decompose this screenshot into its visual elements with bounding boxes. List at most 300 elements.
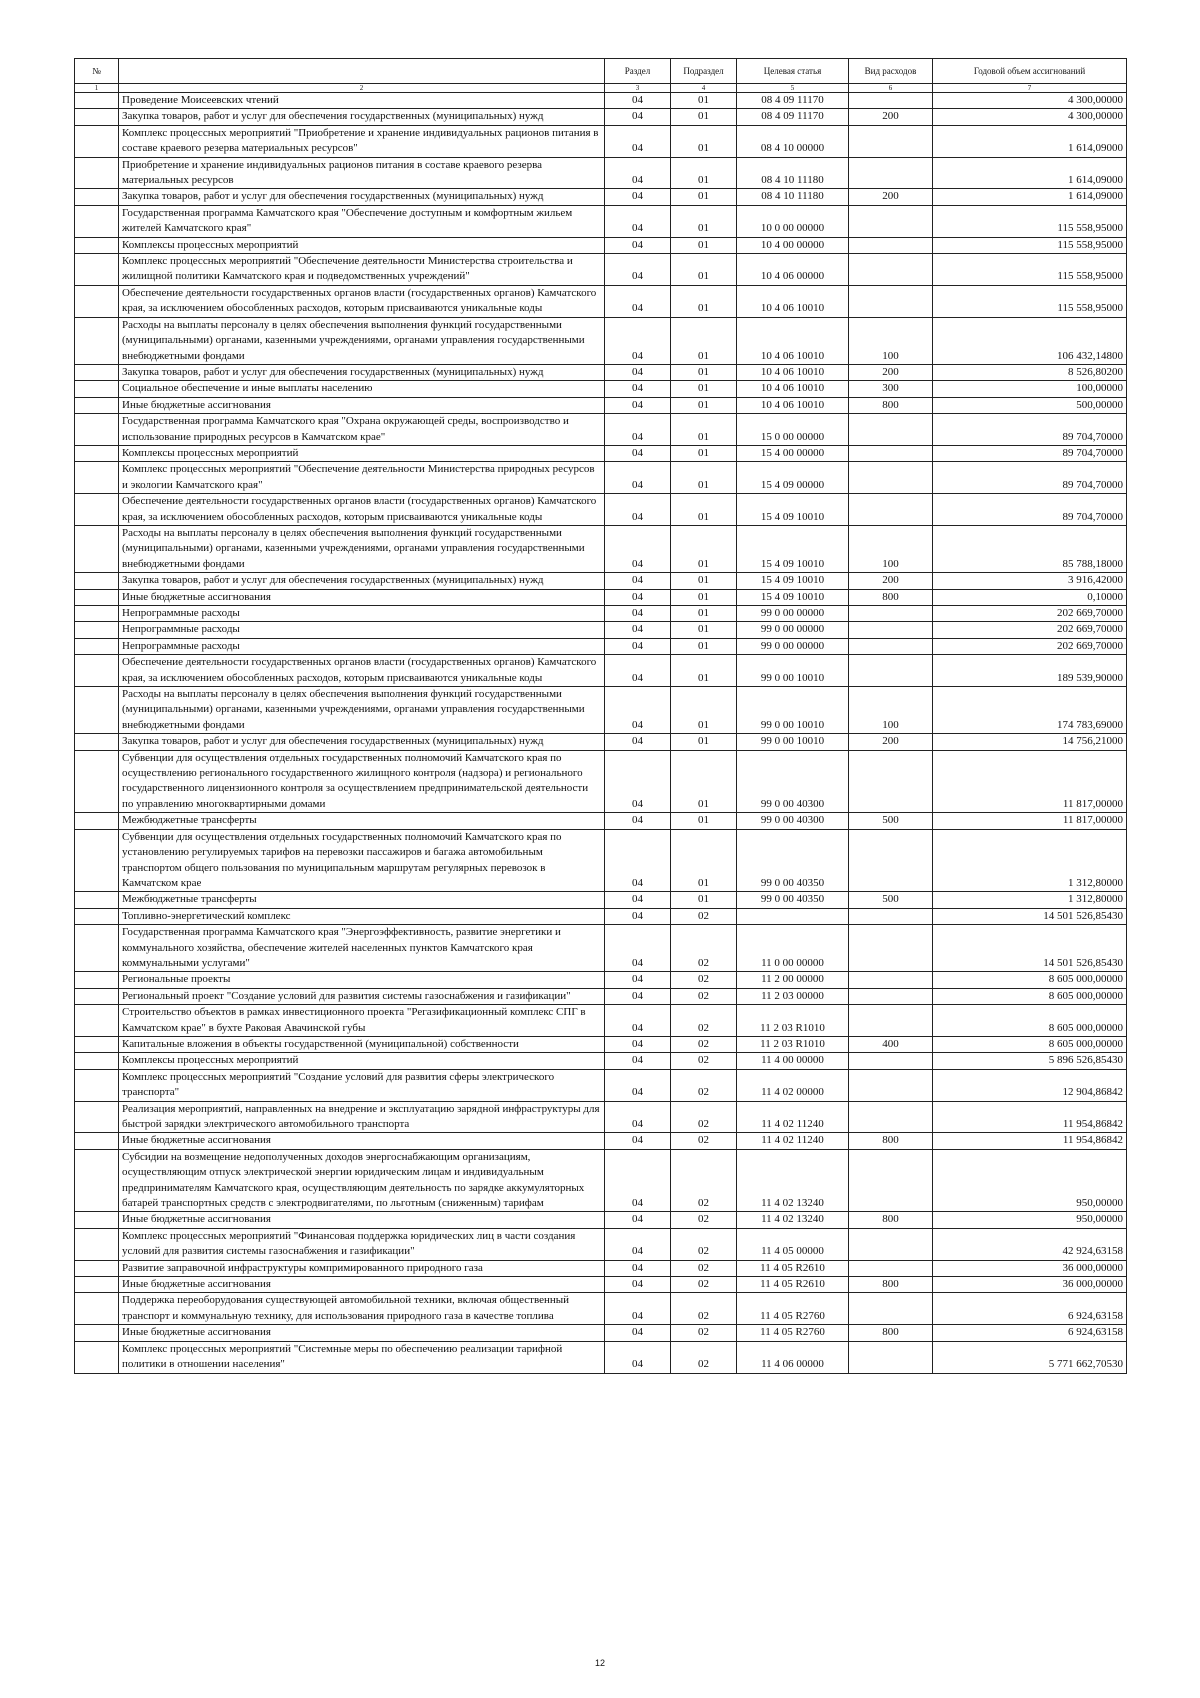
row-name-cell: Непрограммные расходы xyxy=(119,622,605,638)
row-number-cell xyxy=(75,1212,119,1228)
table-row xyxy=(75,1293,1127,1325)
row-subsection-cell: 01 xyxy=(671,589,737,605)
row-amount-cell: 11 954,86842 xyxy=(933,1133,1127,1149)
row-number-cell xyxy=(75,1293,119,1325)
row-expense-type-cell xyxy=(849,125,933,157)
row-number-cell xyxy=(75,1228,119,1260)
row-amount-cell: 12 904,86842 xyxy=(933,1069,1127,1101)
row-target-article-cell: 11 4 02 13240 xyxy=(737,1149,849,1212)
row-number-cell xyxy=(75,317,119,364)
col-header-expense-type: Вид расходов xyxy=(849,59,933,84)
row-expense-type-cell xyxy=(849,622,933,638)
row-expense-type-cell xyxy=(849,655,933,687)
row-name-cell: Государственная программа Камчатского края "Обеспечение доступным и комфортным жильем жителей Камчатского края" xyxy=(119,205,605,237)
row-amount-cell: 3 916,42000 xyxy=(933,573,1127,589)
row-name-cell: Закупка товаров, работ и услуг для обеспечения государственных (муниципальных) нужд xyxy=(119,573,605,589)
row-section-cell: 04 xyxy=(605,1149,671,1212)
row-amount-cell: 1 312,80000 xyxy=(933,892,1127,908)
table-row xyxy=(75,1341,1127,1373)
row-target-article-cell xyxy=(737,908,849,924)
row-target-article-cell: 99 0 00 40300 xyxy=(737,750,849,813)
row-name-cell: Развитие заправочной инфраструктуры компримированного природного газа xyxy=(119,1260,605,1276)
row-name-cell: Социальное обеспечение и иные выплаты населению xyxy=(119,381,605,397)
row-target-article-cell: 11 4 02 11240 xyxy=(737,1133,849,1149)
row-expense-type-cell xyxy=(849,445,933,461)
table-row xyxy=(75,525,1127,572)
row-target-article-cell: 08 4 10 11180 xyxy=(737,189,849,205)
row-target-article-cell: 99 0 00 00000 xyxy=(737,622,849,638)
row-number-cell xyxy=(75,655,119,687)
budget-document xyxy=(74,58,1126,1374)
row-number-cell xyxy=(75,381,119,397)
row-name-cell: Комплекс процессных мероприятий "Обеспечение деятельности Министерства строительства и жилищной политики Камчатского края и подведомственных учреждений" xyxy=(119,254,605,286)
row-target-article-cell: 11 4 05 R2760 xyxy=(737,1293,849,1325)
table-row xyxy=(75,414,1127,446)
row-amount-cell: 36 000,00000 xyxy=(933,1277,1127,1293)
row-expense-type-cell: 500 xyxy=(849,892,933,908)
table-row xyxy=(75,189,1127,205)
table-row xyxy=(75,829,1127,892)
table-row xyxy=(75,1101,1127,1133)
row-subsection-cell: 02 xyxy=(671,1277,737,1293)
row-section-cell: 04 xyxy=(605,1293,671,1325)
row-section-cell: 04 xyxy=(605,829,671,892)
row-subsection-cell: 01 xyxy=(671,606,737,622)
row-section-cell: 04 xyxy=(605,1325,671,1341)
row-name-cell: Комплексы процессных мероприятий xyxy=(119,237,605,253)
row-amount-cell: 8 605 000,00000 xyxy=(933,1036,1127,1052)
row-section-cell: 04 xyxy=(605,364,671,380)
row-subsection-cell: 02 xyxy=(671,1133,737,1149)
row-expense-type-cell xyxy=(849,908,933,924)
row-target-article-cell: 99 0 00 40350 xyxy=(737,892,849,908)
row-name-cell: Комплексы процессных мероприятий xyxy=(119,1053,605,1069)
row-amount-cell: 189 539,90000 xyxy=(933,655,1127,687)
row-name-cell: Региональный проект "Создание условий для развития системы газоснабжения и газификации" xyxy=(119,988,605,1004)
row-number-cell xyxy=(75,237,119,253)
row-name-cell: Проведение Моисеевских чтений xyxy=(119,93,605,109)
table-row xyxy=(75,157,1127,189)
row-name-cell: Обеспечение деятельности государственных органов власти (государственных органов) Камчатского края, за исключением обособленных расходов, которым присваиваются уникальные коды xyxy=(119,494,605,526)
table-row xyxy=(75,1228,1127,1260)
row-number-cell xyxy=(75,925,119,972)
row-name-cell: Закупка товаров, работ и услуг для обеспечения государственных (муниципальных) нужд xyxy=(119,109,605,125)
row-amount-cell: 14 756,21000 xyxy=(933,734,1127,750)
row-number-cell xyxy=(75,494,119,526)
row-subsection-cell: 02 xyxy=(671,925,737,972)
table-row xyxy=(75,908,1127,924)
row-subsection-cell: 01 xyxy=(671,237,737,253)
row-amount-cell: 14 501 526,85430 xyxy=(933,908,1127,924)
row-expense-type-cell: 800 xyxy=(849,1133,933,1149)
row-amount-cell: 202 669,70000 xyxy=(933,622,1127,638)
row-target-article-cell: 99 0 00 00000 xyxy=(737,638,849,654)
row-number-cell xyxy=(75,1277,119,1293)
row-expense-type-cell: 200 xyxy=(849,109,933,125)
row-section-cell: 04 xyxy=(605,1260,671,1276)
row-number-cell xyxy=(75,364,119,380)
row-name-cell: Субвенции для осуществления отдельных государственных полномочий Камчатского края по установлению регулируемых тарифов на перевозки пассажиров и багажа автомобильным транспортом общего пользования по муниципальным маршрутам регулярных перевозок в Камчатском крае xyxy=(119,829,605,892)
row-amount-cell: 8 526,80200 xyxy=(933,364,1127,380)
col-number: 7 xyxy=(933,84,1127,93)
row-target-article-cell: 99 0 00 40350 xyxy=(737,829,849,892)
row-target-article-cell: 99 0 00 40300 xyxy=(737,813,849,829)
col-header-target-article: Целевая статья xyxy=(737,59,849,84)
table-row xyxy=(75,1212,1127,1228)
row-expense-type-cell xyxy=(849,1149,933,1212)
col-header-annual-volume: Годовой объем ассигнований xyxy=(933,59,1127,84)
row-expense-type-cell: 100 xyxy=(849,317,933,364)
table-row xyxy=(75,462,1127,494)
row-target-article-cell: 10 4 06 10010 xyxy=(737,381,849,397)
row-section-cell: 04 xyxy=(605,1053,671,1069)
table-row xyxy=(75,750,1127,813)
row-expense-type-cell: 300 xyxy=(849,381,933,397)
row-number-cell xyxy=(75,892,119,908)
row-section-cell: 04 xyxy=(605,734,671,750)
row-amount-cell: 115 558,95000 xyxy=(933,254,1127,286)
row-number-cell xyxy=(75,687,119,734)
row-target-article-cell: 11 4 00 00000 xyxy=(737,1053,849,1069)
row-expense-type-cell xyxy=(849,1053,933,1069)
row-name-cell: Обеспечение деятельности государственных органов власти (государственных органов) Камчатского края, за исключением обособленных расходов, которым присваиваются уникальные коды xyxy=(119,655,605,687)
row-name-cell: Закупка товаров, работ и услуг для обеспечения государственных (муниципальных) нужд xyxy=(119,364,605,380)
row-number-cell xyxy=(75,750,119,813)
row-name-cell: Расходы на выплаты персоналу в целях обеспечения выполнения функций государственными (муниципальными) органами, казенными учреждениями, органами управления государственными внебюджетными фондами xyxy=(119,317,605,364)
row-section-cell: 04 xyxy=(605,892,671,908)
table-row xyxy=(75,364,1127,380)
row-name-cell: Приобретение и хранение индивидуальных рационов питания в составе краевого резерва материальных ресурсов xyxy=(119,157,605,189)
row-target-article-cell: 11 2 03 R1010 xyxy=(737,1036,849,1052)
row-name-cell: Строительство объектов в рамках инвестиционного проекта "Регазификационный комплекс СПГ в Камчатском крае" в бухте Раковая Авачинской губы xyxy=(119,1005,605,1037)
row-expense-type-cell: 800 xyxy=(849,397,933,413)
row-section-cell: 04 xyxy=(605,589,671,605)
row-subsection-cell: 01 xyxy=(671,622,737,638)
row-subsection-cell: 01 xyxy=(671,655,737,687)
row-amount-cell: 202 669,70000 xyxy=(933,638,1127,654)
row-section-cell: 04 xyxy=(605,317,671,364)
row-expense-type-cell xyxy=(849,93,933,109)
row-target-article-cell: 15 4 09 10010 xyxy=(737,589,849,605)
row-amount-cell: 14 501 526,85430 xyxy=(933,925,1127,972)
row-name-cell: Иные бюджетные ассигнования xyxy=(119,1212,605,1228)
header-row xyxy=(75,59,1127,84)
table-row xyxy=(75,638,1127,654)
row-amount-cell: 8 605 000,00000 xyxy=(933,1005,1127,1037)
row-amount-cell: 5 896 526,85430 xyxy=(933,1053,1127,1069)
row-amount-cell: 8 605 000,00000 xyxy=(933,972,1127,988)
row-expense-type-cell: 800 xyxy=(849,589,933,605)
row-subsection-cell: 01 xyxy=(671,157,737,189)
row-subsection-cell: 01 xyxy=(671,750,737,813)
row-number-cell xyxy=(75,589,119,605)
row-name-cell: Иные бюджетные ассигнования xyxy=(119,1277,605,1293)
row-amount-cell: 89 704,70000 xyxy=(933,414,1127,446)
row-expense-type-cell xyxy=(849,254,933,286)
row-expense-type-cell xyxy=(849,494,933,526)
row-section-cell: 04 xyxy=(605,494,671,526)
table-row xyxy=(75,622,1127,638)
table-row xyxy=(75,988,1127,1004)
row-target-article-cell: 11 4 02 11240 xyxy=(737,1101,849,1133)
row-subsection-cell: 01 xyxy=(671,125,737,157)
row-amount-cell: 950,00000 xyxy=(933,1149,1127,1212)
row-name-cell: Межбюджетные трансферты xyxy=(119,813,605,829)
row-subsection-cell: 02 xyxy=(671,1325,737,1341)
row-expense-type-cell xyxy=(849,414,933,446)
row-number-cell xyxy=(75,414,119,446)
budget-table xyxy=(74,58,1127,1374)
table-row xyxy=(75,93,1127,109)
table-row xyxy=(75,494,1127,526)
row-subsection-cell: 01 xyxy=(671,189,737,205)
row-target-article-cell: 10 4 06 00000 xyxy=(737,254,849,286)
row-subsection-cell: 01 xyxy=(671,494,737,526)
row-number-cell xyxy=(75,462,119,494)
row-target-article-cell: 08 4 09 11170 xyxy=(737,93,849,109)
row-expense-type-cell xyxy=(849,925,933,972)
row-amount-cell: 36 000,00000 xyxy=(933,1260,1127,1276)
row-amount-cell: 42 924,63158 xyxy=(933,1228,1127,1260)
row-target-article-cell: 11 2 03 R1010 xyxy=(737,1005,849,1037)
row-subsection-cell: 01 xyxy=(671,205,737,237)
table-row xyxy=(75,397,1127,413)
row-number-cell xyxy=(75,397,119,413)
row-section-cell: 04 xyxy=(605,750,671,813)
row-number-cell xyxy=(75,829,119,892)
row-number-cell xyxy=(75,972,119,988)
row-number-cell xyxy=(75,908,119,924)
row-section-cell: 04 xyxy=(605,285,671,317)
row-target-article-cell: 08 4 09 11170 xyxy=(737,109,849,125)
row-target-article-cell: 08 4 10 11180 xyxy=(737,157,849,189)
row-amount-cell: 115 558,95000 xyxy=(933,285,1127,317)
col-header-section: Раздел xyxy=(605,59,671,84)
row-amount-cell: 1 614,09000 xyxy=(933,125,1127,157)
row-number-cell xyxy=(75,1036,119,1052)
row-amount-cell: 11 817,00000 xyxy=(933,813,1127,829)
row-subsection-cell: 02 xyxy=(671,1228,737,1260)
row-amount-cell: 5 771 662,70530 xyxy=(933,1341,1127,1373)
row-target-article-cell: 10 4 06 10010 xyxy=(737,317,849,364)
row-section-cell: 04 xyxy=(605,397,671,413)
row-name-cell: Комплекс процессных мероприятий "Приобретение и хранение индивидуальных рационов питания в составе краевого резерва материальных ресурсов" xyxy=(119,125,605,157)
row-number-cell xyxy=(75,525,119,572)
row-target-article-cell: 15 4 09 10010 xyxy=(737,573,849,589)
row-name-cell: Закупка товаров, работ и услуг для обеспечения государственных (муниципальных) нужд xyxy=(119,734,605,750)
row-name-cell: Реализация мероприятий, направленных на внедрение и эксплуатацию зарядной инфраструктуры для быстрой зарядки электрического автомобильного транспорта xyxy=(119,1101,605,1133)
col-number: 2 xyxy=(119,84,605,93)
row-subsection-cell: 02 xyxy=(671,988,737,1004)
row-expense-type-cell: 800 xyxy=(849,1212,933,1228)
row-number-cell xyxy=(75,285,119,317)
row-target-article-cell: 11 2 03 00000 xyxy=(737,988,849,1004)
row-subsection-cell: 02 xyxy=(671,1341,737,1373)
row-number-cell xyxy=(75,205,119,237)
row-expense-type-cell xyxy=(849,157,933,189)
row-target-article-cell: 15 4 09 00000 xyxy=(737,462,849,494)
row-section-cell: 04 xyxy=(605,1133,671,1149)
row-amount-cell: 106 432,14800 xyxy=(933,317,1127,364)
row-target-article-cell: 11 4 05 R2610 xyxy=(737,1277,849,1293)
row-expense-type-cell xyxy=(849,1005,933,1037)
row-expense-type-cell: 800 xyxy=(849,1277,933,1293)
row-name-cell: Государственная программа Камчатского края "Охрана окружающей среды, воспроизводство и использование природных ресурсов в Камчатском крае" xyxy=(119,414,605,446)
row-expense-type-cell xyxy=(849,1293,933,1325)
row-section-cell: 04 xyxy=(605,157,671,189)
row-section-cell: 04 xyxy=(605,622,671,638)
row-subsection-cell: 01 xyxy=(671,525,737,572)
row-expense-type-cell xyxy=(849,1101,933,1133)
table-row xyxy=(75,285,1127,317)
row-subsection-cell: 01 xyxy=(671,813,737,829)
row-number-cell xyxy=(75,1325,119,1341)
row-subsection-cell: 01 xyxy=(671,381,737,397)
row-subsection-cell: 01 xyxy=(671,734,737,750)
table-row xyxy=(75,125,1127,157)
table-row xyxy=(75,1277,1127,1293)
row-amount-cell: 115 558,95000 xyxy=(933,205,1127,237)
row-section-cell: 04 xyxy=(605,462,671,494)
row-target-article-cell: 99 0 00 00000 xyxy=(737,606,849,622)
row-name-cell: Закупка товаров, работ и услуг для обеспечения государственных (муниципальных) нужд xyxy=(119,189,605,205)
row-subsection-cell: 01 xyxy=(671,414,737,446)
table-row xyxy=(75,925,1127,972)
row-subsection-cell: 01 xyxy=(671,892,737,908)
row-number-cell xyxy=(75,254,119,286)
row-expense-type-cell xyxy=(849,1260,933,1276)
row-expense-type-cell xyxy=(849,1228,933,1260)
row-number-cell xyxy=(75,1069,119,1101)
row-section-cell: 04 xyxy=(605,655,671,687)
table-row xyxy=(75,606,1127,622)
row-expense-type-cell: 200 xyxy=(849,189,933,205)
row-subsection-cell: 01 xyxy=(671,397,737,413)
table-body xyxy=(75,93,1127,1374)
row-number-cell xyxy=(75,573,119,589)
row-subsection-cell: 01 xyxy=(671,445,737,461)
row-target-article-cell: 11 4 02 00000 xyxy=(737,1069,849,1101)
table-row xyxy=(75,813,1127,829)
row-name-cell: Комплекс процессных мероприятий "Системные меры по обеспечению реализации тарифной политики в отношении населения" xyxy=(119,1341,605,1373)
row-name-cell: Поддержка переоборудования существующей автомобильной техники, включая общественный транспорт и коммунальную технику, для использования природного газа в качестве топлива xyxy=(119,1293,605,1325)
row-amount-cell: 0,10000 xyxy=(933,589,1127,605)
table-row xyxy=(75,589,1127,605)
row-number-cell xyxy=(75,1149,119,1212)
row-name-cell: Расходы на выплаты персоналу в целях обеспечения выполнения функций государственными (муниципальными) органами, казенными учреждениями, органами управления государственными внебюджетными фондами xyxy=(119,687,605,734)
row-name-cell: Субсидии на возмещение недополученных доходов энергоснабжающим организациям, осуществляющим отпуск электрической энергии юридическим лицам и индивидуальным предпринимателям Камчатского края, осуществляющим деятельность по зарядке аккумуляторных батарей транспортных средств с электродвигателями, по льготным (сниженным) тарифам xyxy=(119,1149,605,1212)
row-section-cell: 04 xyxy=(605,1341,671,1373)
row-amount-cell: 4 300,00000 xyxy=(933,93,1127,109)
table-row xyxy=(75,254,1127,286)
row-target-article-cell: 15 0 00 00000 xyxy=(737,414,849,446)
table-row xyxy=(75,1260,1127,1276)
row-subsection-cell: 01 xyxy=(671,109,737,125)
row-number-cell xyxy=(75,1101,119,1133)
row-expense-type-cell xyxy=(849,1069,933,1101)
row-amount-cell: 11 954,86842 xyxy=(933,1101,1127,1133)
row-section-cell: 04 xyxy=(605,237,671,253)
row-amount-cell: 89 704,70000 xyxy=(933,445,1127,461)
row-amount-cell: 115 558,95000 xyxy=(933,237,1127,253)
row-subsection-cell: 02 xyxy=(671,972,737,988)
row-expense-type-cell: 200 xyxy=(849,573,933,589)
table-row xyxy=(75,1325,1127,1341)
row-number-cell xyxy=(75,1053,119,1069)
row-name-cell: Иные бюджетные ассигнования xyxy=(119,1325,605,1341)
row-amount-cell: 1 614,09000 xyxy=(933,189,1127,205)
row-target-article-cell: 99 0 00 10010 xyxy=(737,734,849,750)
row-target-article-cell: 11 0 00 00000 xyxy=(737,925,849,972)
col-number: 1 xyxy=(75,84,119,93)
row-number-cell xyxy=(75,622,119,638)
row-section-cell: 04 xyxy=(605,525,671,572)
table-row xyxy=(75,687,1127,734)
row-subsection-cell: 01 xyxy=(671,285,737,317)
row-target-article-cell: 10 4 00 00000 xyxy=(737,237,849,253)
row-number-cell xyxy=(75,1133,119,1149)
row-target-article-cell: 11 4 05 R2610 xyxy=(737,1260,849,1276)
row-name-cell: Обеспечение деятельности государственных органов власти (государственных органов) Камчатского края, за исключением обособленных расходов, которым присваиваются уникальные коды xyxy=(119,285,605,317)
row-section-cell: 04 xyxy=(605,1228,671,1260)
row-expense-type-cell xyxy=(849,638,933,654)
row-subsection-cell: 01 xyxy=(671,93,737,109)
row-amount-cell: 1 312,80000 xyxy=(933,829,1127,892)
row-target-article-cell: 15 4 09 10010 xyxy=(737,494,849,526)
row-subsection-cell: 01 xyxy=(671,638,737,654)
row-amount-cell: 1 614,09000 xyxy=(933,157,1127,189)
row-section-cell: 04 xyxy=(605,445,671,461)
table-row xyxy=(75,972,1127,988)
row-target-article-cell: 11 4 05 R2760 xyxy=(737,1325,849,1341)
row-number-cell xyxy=(75,189,119,205)
table-row xyxy=(75,237,1127,253)
row-number-cell xyxy=(75,606,119,622)
row-subsection-cell: 02 xyxy=(671,1212,737,1228)
row-name-cell: Иные бюджетные ассигнования xyxy=(119,1133,605,1149)
row-subsection-cell: 02 xyxy=(671,1101,737,1133)
row-subsection-cell: 02 xyxy=(671,1005,737,1037)
row-amount-cell: 500,00000 xyxy=(933,397,1127,413)
row-section-cell: 04 xyxy=(605,205,671,237)
row-name-cell: Межбюджетные трансферты xyxy=(119,892,605,908)
row-expense-type-cell xyxy=(849,829,933,892)
table-row xyxy=(75,1036,1127,1052)
row-section-cell: 04 xyxy=(605,813,671,829)
table-row xyxy=(75,445,1127,461)
table-row xyxy=(75,1053,1127,1069)
row-number-cell xyxy=(75,1260,119,1276)
table-row xyxy=(75,381,1127,397)
table-row xyxy=(75,1005,1127,1037)
row-amount-cell: 11 817,00000 xyxy=(933,750,1127,813)
row-name-cell: Комплекс процессных мероприятий "Обеспечение деятельности Министерства природных ресурсов и экологии Камчатского края" xyxy=(119,462,605,494)
row-target-article-cell: 10 4 06 10010 xyxy=(737,364,849,380)
row-section-cell: 04 xyxy=(605,638,671,654)
row-subsection-cell: 02 xyxy=(671,1293,737,1325)
page-number: 12 xyxy=(594,1658,605,1668)
table-row xyxy=(75,655,1127,687)
col-number: 5 xyxy=(737,84,849,93)
table-row xyxy=(75,317,1127,364)
row-amount-cell: 89 704,70000 xyxy=(933,494,1127,526)
col-header-name xyxy=(119,59,605,84)
col-number: 4 xyxy=(671,84,737,93)
row-target-article-cell: 11 4 02 13240 xyxy=(737,1212,849,1228)
row-section-cell: 04 xyxy=(605,93,671,109)
row-name-cell: Непрограммные расходы xyxy=(119,638,605,654)
row-subsection-cell: 01 xyxy=(671,462,737,494)
